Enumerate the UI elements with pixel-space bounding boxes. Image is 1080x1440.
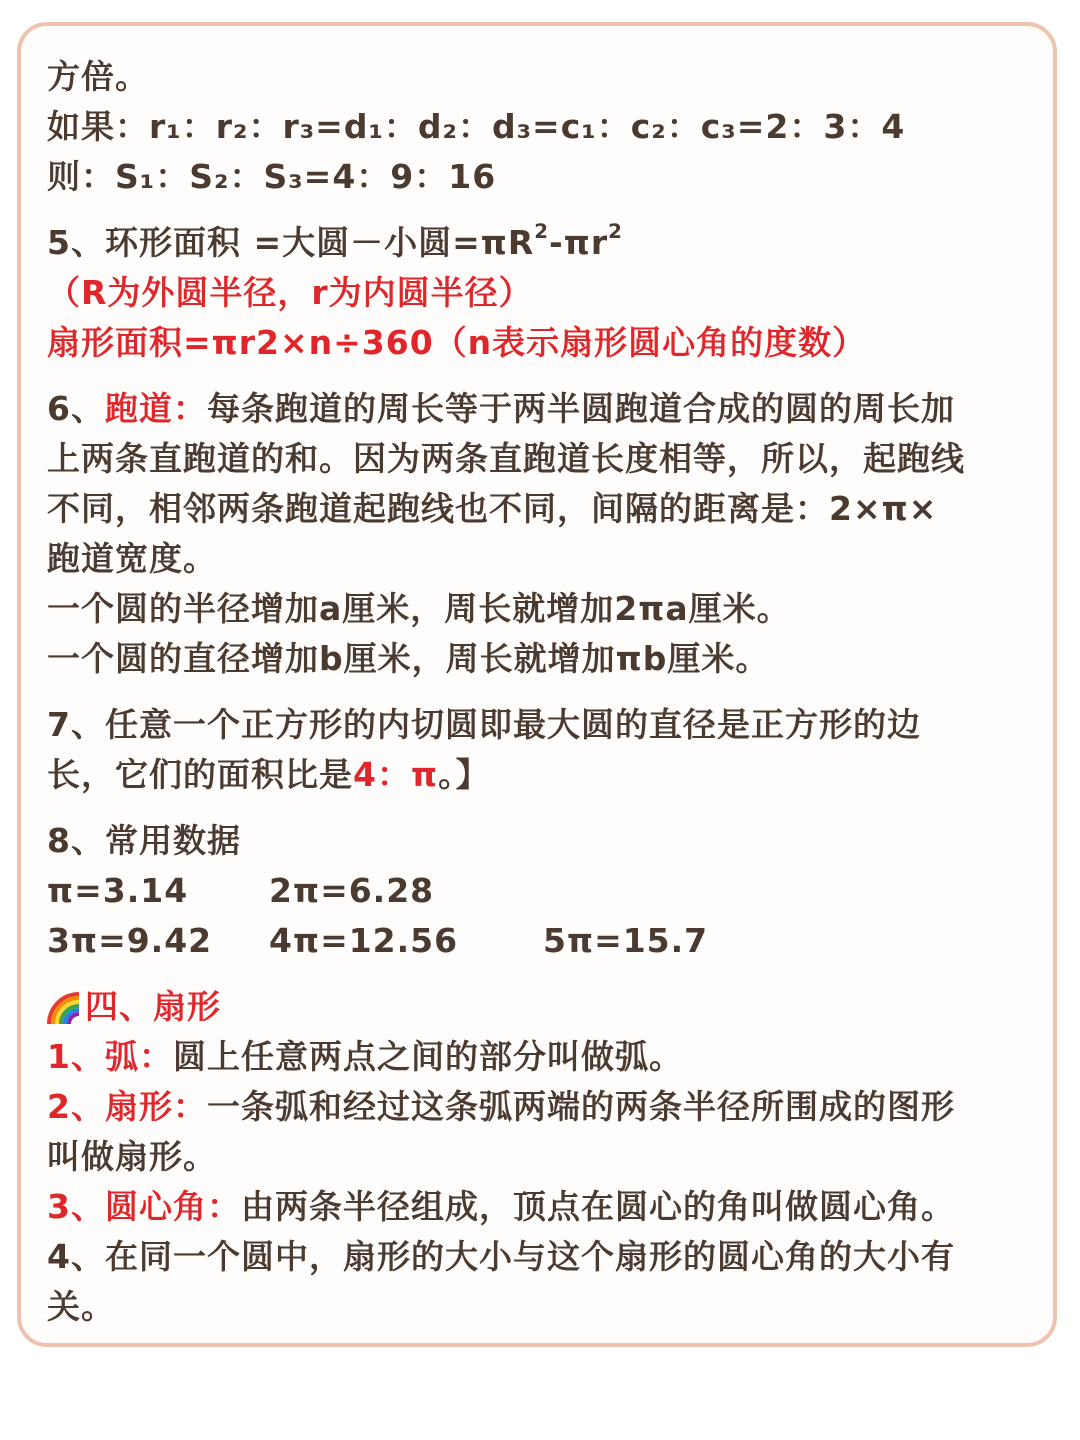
common-data-row [47,916,1037,966]
common-data-row [47,866,1037,916]
pi-value: π=3.14 [47,871,189,910]
radius-increase-line: 一个圆的半径增加a厘米，周长就增加2πa厘米。 [47,589,791,628]
ratio-line: 如果：r₁：r₂：r₃=d₁：d₂：d₃=c₁：c₂：c₃=2：3：4 [47,107,906,146]
area-ratio-value: 4：π [353,755,439,794]
track-paragraph-line: 6、跑道：每条跑道的周长等于两半圆跑道合成的圆的周长加 [47,389,955,428]
sector-size-note: 关。 [47,1287,115,1326]
track-keyword: 跑道： [104,389,207,428]
rainbow-icon [47,992,83,1026]
pi-value: 3π=9.42 [47,921,213,960]
arc-definition: 1、弧：圆上任意两点之间的部分叫做弧。 [47,1037,683,1076]
pi-value: 4π=12.56 [269,921,459,960]
pi-value: 2π=6.28 [269,871,435,910]
sector-definition: 叫做扇形。 [47,1137,217,1176]
section-title: 四、扇形 [47,982,1037,1032]
central-angle-definition: 3、圆心角：由两条半径组成，顶点在圆心的角叫做圆心角。 [47,1187,955,1226]
common-data-title: 8、常用数据 [47,821,241,860]
area-ratio-line: 则：S₁：S₂：S₃=4：9：16 [47,157,497,196]
track-paragraph-line: 跑道宽度。 [47,539,217,578]
diameter-increase-line: 一个圆的直径增加b厘米，周长就增加πb厘米。 [47,639,770,678]
track-paragraph-line: 不同，相邻两条跑道起跑线也不同，间隔的距离是：2×π× [47,489,938,528]
sector-definition: 2、扇形：一条弧和经过这条弧两端的两条半径所围成的图形 [47,1087,955,1126]
sector-area-formula: 扇形面积=πr2×n÷360（n表示扇形圆心角的度数） [47,323,867,362]
inscribed-circle-line: 7、任意一个正方形的内切圆即最大圆的直径是正方形的边 [47,705,921,744]
inscribed-circle-line: 长，它们的面积比是4：π。】 [47,755,490,794]
sector-size-note: 4、在同一个圆中，扇形的大小与这个扇形的圆心角的大小有 [47,1237,955,1276]
ring-area-note: （R为外圆半径，r为内圆半径） [47,273,533,312]
ring-area-formula: 5、环形面积 =大圆－小圆$=\pi R^2-\pi r^2$ [47,220,623,262]
pi-value: 5π=15.7 [543,921,709,960]
track-paragraph-line: 上两条直跑道的和。因为两条直跑道长度相等，所以，起跑线 [47,439,965,478]
note-content [47,52,1037,1332]
text-line: 方倍。 [47,57,149,96]
